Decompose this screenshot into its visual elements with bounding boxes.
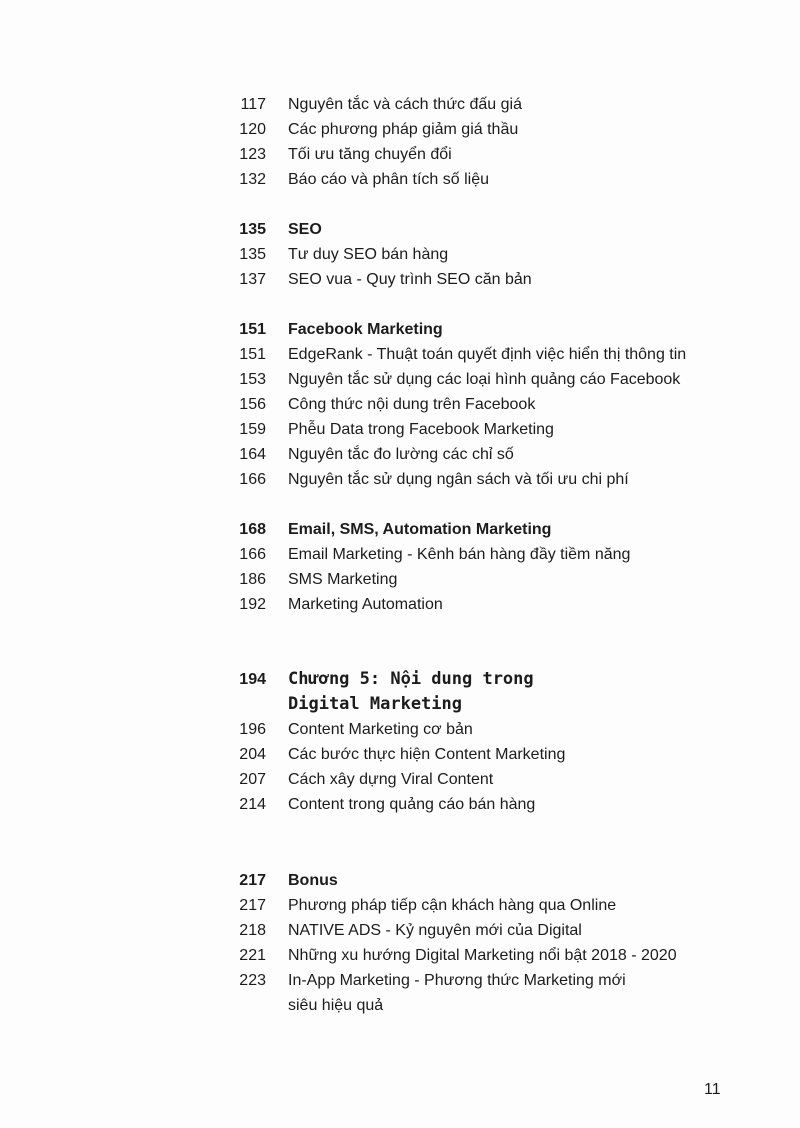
- toc-entry: [0, 142, 800, 167]
- toc-entry-title: Những xu hướng Digital Marketing nổi bật 2018 - 2020: [288, 947, 677, 964]
- toc-page-number: 166: [239, 471, 266, 488]
- toc-page-number: 218: [239, 922, 266, 939]
- toc-entry-title: Bonus: [288, 872, 338, 889]
- toc-entry-title: Cách xây dựng Viral Content: [288, 771, 494, 788]
- toc-entry: [0, 417, 800, 442]
- toc-entry-title: Nguyên tắc và cách thức đấu giá: [288, 96, 522, 113]
- toc-page-number: 156: [239, 396, 266, 413]
- toc-entry-title: SEO vua - Quy trình SEO căn bản: [288, 271, 532, 288]
- toc-chapter-heading: [0, 692, 800, 717]
- toc-entry-title: Chương 5: Nội dung trong: [288, 669, 534, 689]
- toc-entry: [0, 993, 800, 1018]
- toc-entry-title: Các bước thực hiện Content Marketing: [288, 746, 566, 763]
- toc-entry-title: Phễu Data trong Facebook Marketing: [288, 421, 554, 438]
- toc-entry: [0, 943, 800, 968]
- toc-entry-title: Digital Marketing: [288, 694, 462, 714]
- toc-page-number: 132: [239, 171, 266, 188]
- toc-entry-title: EdgeRank - Thuật toán quyết định việc hiển thị thông tin: [288, 346, 687, 363]
- toc-entry: [0, 592, 800, 617]
- toc-page-number: 164: [239, 446, 266, 463]
- toc-page-number: 135: [239, 246, 266, 263]
- toc-entry: [0, 918, 800, 943]
- toc-entry: [0, 542, 800, 567]
- toc-entry: [0, 767, 800, 792]
- toc-page-number: 223: [239, 972, 266, 989]
- page-number: 11: [704, 1081, 721, 1098]
- toc-entry: [0, 792, 800, 817]
- toc-page-number: 159: [239, 421, 266, 438]
- toc-page-number: 204: [239, 746, 266, 763]
- toc-page-number: 120: [239, 121, 266, 138]
- toc-entry: [0, 367, 800, 392]
- toc-entry: [0, 893, 800, 918]
- toc-entry: [0, 442, 800, 467]
- toc-page-number: 135: [239, 221, 266, 238]
- toc-entry-title: Facebook Marketing: [288, 321, 443, 338]
- toc-page-number: 217: [239, 897, 266, 914]
- toc-entry-title: Các phương pháp giảm giá thầu: [288, 121, 519, 138]
- toc-entry: [0, 392, 800, 417]
- toc-page-number: 137: [239, 271, 266, 288]
- toc-entry-title: Email, SMS, Automation Marketing: [288, 521, 552, 538]
- toc-entry-title: Nguyên tắc sử dụng các loại hình quảng cáo Facebook: [288, 371, 681, 388]
- toc-entry-title: Content Marketing cơ bản: [288, 721, 473, 738]
- toc-entry-title: Tối ưu tăng chuyển đổi: [288, 146, 452, 163]
- toc-entry: [0, 242, 800, 267]
- toc-page-number: 117: [240, 96, 266, 113]
- toc-entry-title: Content trong quảng cáo bán hàng: [288, 796, 536, 813]
- toc-entry-title: Phương pháp tiếp cận khách hàng qua Online: [288, 897, 617, 914]
- toc-entry: [0, 567, 800, 592]
- toc-entry-title: Nguyên tắc sử dụng ngân sách và tối ưu chi phí: [288, 471, 629, 488]
- toc-entry: [0, 742, 800, 767]
- toc-entry-title: Báo cáo và phân tích số liệu: [288, 171, 490, 188]
- toc-page-number: 166: [239, 546, 266, 563]
- toc-entry: [0, 117, 800, 142]
- toc-page-number: 192: [239, 596, 266, 613]
- toc-page-number: 151: [239, 346, 266, 363]
- toc-entry-title: Nguyên tắc đo lường các chỉ số: [288, 446, 514, 463]
- toc-section-heading: [0, 317, 800, 342]
- toc-page-number: 221: [239, 947, 266, 964]
- toc-page-number: 207: [239, 771, 266, 788]
- toc-section-heading: [0, 517, 800, 542]
- toc-page-number: 186: [239, 571, 266, 588]
- toc-entry-title: Marketing Automation: [288, 596, 443, 613]
- toc-entry-title: Công thức nội dung trên Facebook: [288, 396, 536, 413]
- toc-chapter-heading: [0, 667, 800, 692]
- toc-entry: [0, 467, 800, 492]
- toc-entry-title: SEO: [288, 221, 322, 238]
- toc-entry-title: In-App Marketing - Phương thức Marketing mới: [288, 972, 626, 989]
- toc-page-number: 217: [239, 872, 266, 889]
- toc-entry: [0, 342, 800, 367]
- toc-entry: [0, 267, 800, 292]
- toc-entry-title: NATIVE ADS - Kỷ nguyên mới của Digital: [288, 922, 582, 939]
- toc-page-number: 153: [239, 371, 266, 388]
- toc-page-number: 194: [239, 671, 266, 688]
- toc-entry: [0, 717, 800, 742]
- toc-entry-title: Tư duy SEO bán hàng: [288, 246, 449, 263]
- toc-section-heading: [0, 217, 800, 242]
- toc-page-number: 151: [239, 321, 266, 338]
- toc-page-number: 168: [239, 521, 266, 538]
- toc-section-heading: [0, 868, 800, 893]
- toc-entry-title: SMS Marketing: [288, 571, 398, 588]
- toc-entry: [0, 968, 800, 993]
- toc-entry: [0, 92, 800, 117]
- toc-entry-title: Email Marketing - Kênh bán hàng đầy tiềm năng: [288, 546, 631, 563]
- toc-page-number: 214: [239, 796, 266, 813]
- toc-entry: [0, 167, 800, 192]
- toc-page-number: 123: [239, 146, 266, 163]
- toc-page-number: 196: [239, 721, 266, 738]
- toc-entry-title: siêu hiệu quả: [288, 997, 384, 1014]
